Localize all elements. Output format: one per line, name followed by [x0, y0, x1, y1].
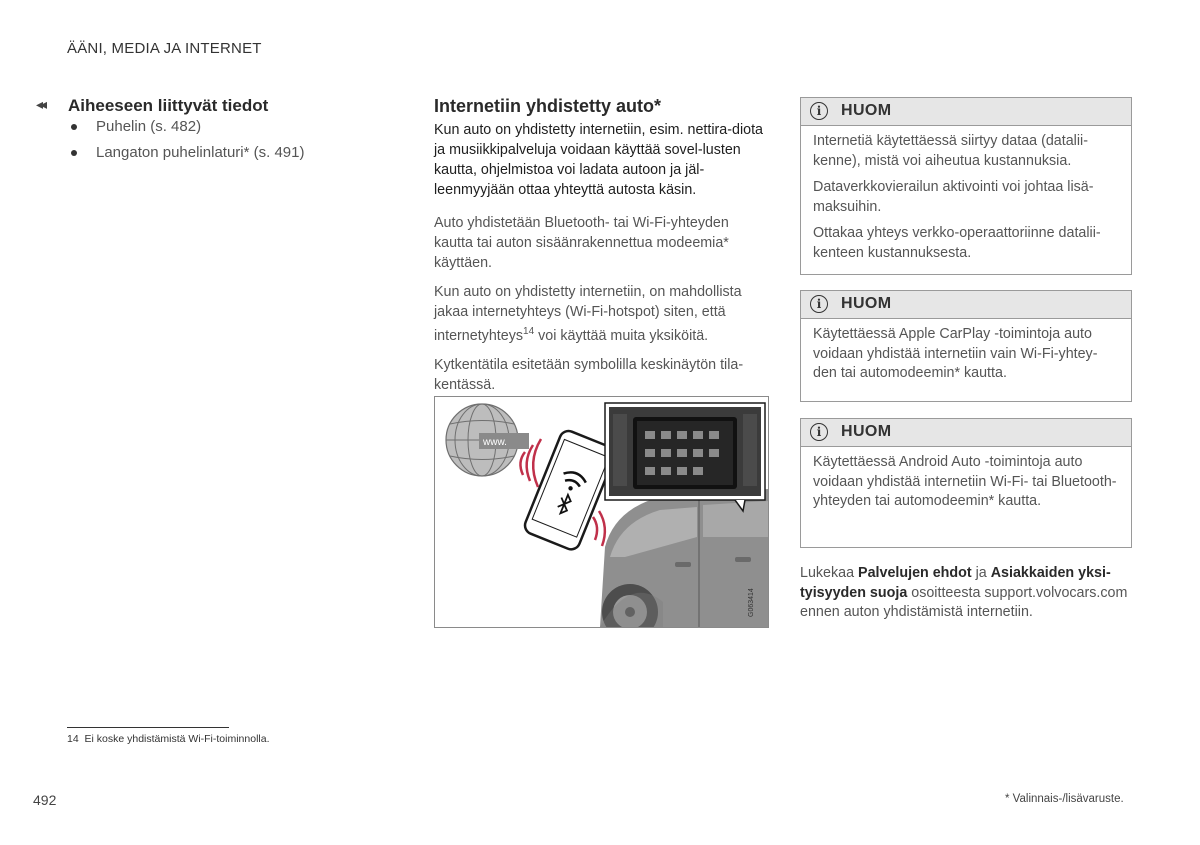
- note-box-android-auto: [800, 418, 1132, 548]
- article: [434, 96, 769, 404]
- globe-icon: [446, 404, 529, 476]
- figure-code: G063414: [748, 588, 755, 617]
- note-header: [801, 419, 1131, 447]
- article-paragraph-1: Auto yhdistetään Bluetooth- tai Wi-Fi-yhteyden kautta tai auton sisäänrakennettua modeemia* käyttäen.: [434, 215, 729, 271]
- note-label: HUOM: [841, 423, 892, 440]
- note-box-data: [800, 97, 1132, 275]
- footnote: 14 Ei koske yhdistämistä Wi-Fi-toiminnolla.: [67, 733, 270, 745]
- article-paragraph-3: Kytkentätila esitetään symbolilla keskinäytön tila-kentässä.: [434, 356, 744, 393]
- note-text: Käytettäessä Apple CarPlay -toimintoja auto voidaan yhdistää internetiin vain Wi-Fi-yhtey-den tai automodeemin* kautta.: [813, 326, 1098, 381]
- article-paragraph-2: Kun auto on yhdistetty internetiin, on mahdollista jakaa internetyhteys (Wi-Fi-hotspot) siten, että internetyhteys$^{14}$ voi käyttää muita yksiköitä.: [434, 284, 742, 344]
- back-arrows-icon[interactable]: ◂◂: [36, 96, 45, 112]
- privacy-link[interactable]: Asiakkaiden yksi-tyisyyden suoja: [800, 565, 1111, 601]
- illustration-svg: [435, 397, 768, 627]
- infotainment-screen-inset: [605, 403, 765, 511]
- page-number: 492: [33, 792, 57, 808]
- related-list: [68, 118, 304, 170]
- note-header: [801, 291, 1131, 319]
- note-box-carplay: [800, 290, 1132, 402]
- note-text: Internetiä käytettäessä siirtyy dataa (datalii-kenne), mistä voi aiheutua kustannuksia.: [813, 133, 1088, 169]
- note-label: HUOM: [841, 295, 892, 312]
- note-text: Dataverkkovierailun aktivointi voi johtaa lisä-maksuihin.: [813, 179, 1094, 215]
- info-icon: i: [810, 423, 828, 441]
- connection-illustration: [434, 396, 769, 628]
- section-header: ÄÄNI, MEDIA JA INTERNET: [67, 40, 262, 57]
- article-lead: Kun auto on yhdistetty internetiin, esim. nettira-diota ja musiikkipalveluja voidaan käyttää sovel-lusten kautta, ohjelmistoa voi ladata autoon ja jäl-leenmyyjään ottaa yhteyttä autosta käsin.: [434, 122, 764, 198]
- availability-note: * Valinnais-/lisävaruste.: [1005, 793, 1124, 805]
- www-label: www.: [483, 437, 507, 448]
- closing-paragraph: Lukekaa Palvelujen ehdot ja Asiakkaiden yksi-tyisyyden suoja osoitteesta support.volvocars.com ennen auton yhdistämistä internetiin.: [800, 565, 1128, 620]
- related-info-title: Aiheeseen liittyvät tiedot: [68, 96, 269, 115]
- info-icon: i: [810, 102, 828, 120]
- related-link-puhelin[interactable]: Puhelin (s. 482): [68, 118, 304, 136]
- note-label: HUOM: [841, 102, 892, 119]
- footnote-divider: [67, 727, 229, 728]
- related-link-langaton-laturi[interactable]: Langaton puhelinlaturi* (s. 491): [68, 144, 304, 162]
- note-text: Ottakaa yhteys verkko-operaattoriinne datalii-kenteen kustannuksesta.: [813, 225, 1101, 261]
- note-header: [801, 98, 1131, 126]
- footnote-ref[interactable]: 14: [523, 326, 535, 337]
- note-text: Käytettäessä Android Auto -toimintoja auto voidaan yhdistää internetiin Wi-Fi- tai Bluetooth-yhteyden tai automodeemin* kautta.: [813, 454, 1117, 509]
- info-icon: i: [810, 295, 828, 313]
- terms-link[interactable]: Palvelujen ehdot: [858, 565, 972, 581]
- article-title: Internetiin yhdistetty auto*: [434, 96, 662, 116]
- bluetooth-waves-icon: [593, 511, 605, 546]
